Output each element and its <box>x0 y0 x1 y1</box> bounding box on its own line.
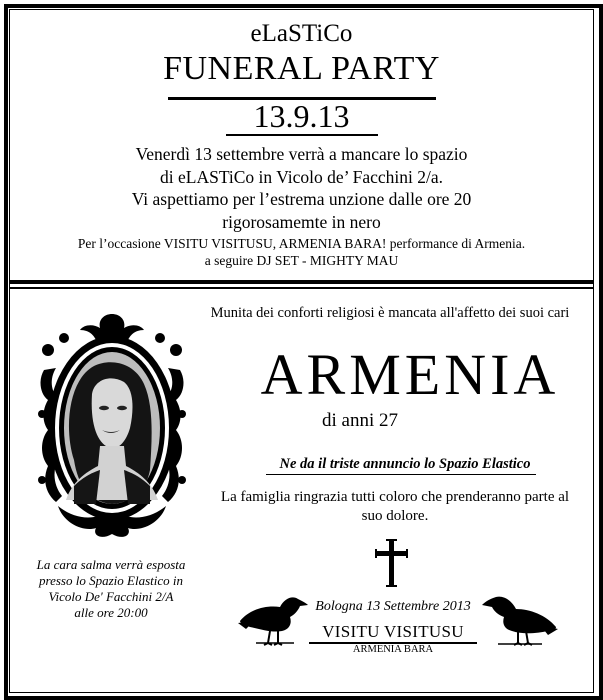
viewing-note <box>30 557 192 621</box>
thanks-text <box>200 488 590 526</box>
event-date: 13.9.13 <box>253 98 350 134</box>
performance-text <box>0 235 603 269</box>
deceased-age: di anni 27 <box>322 410 398 431</box>
event-title: FUNERAL PARTY <box>163 50 440 87</box>
viewing-note-line: Vicolo De' Facchini 2/A <box>48 589 174 604</box>
place-date: Bologna 13 Settembre 2013 <box>315 599 471 614</box>
performance-line: a seguire DJ SET - MIGHTY MAU <box>204 253 399 268</box>
intro-line: Venerdì 13 settembre verrà a mancare lo spazio <box>135 144 468 164</box>
viewing-note-line: presso lo Spazio Elastico in <box>39 573 183 588</box>
signature-subtitle: ARMENIA BARA <box>352 644 434 655</box>
obituary-intro: Munita dei conforti religiosi è mancata all'affetto dei suoi cari <box>210 305 570 321</box>
deceased-name: ARMENIA <box>260 342 560 407</box>
announcement-line: Ne da il triste annuncio lo Spazio Elastico <box>279 456 531 472</box>
thanks-line: La famiglia ringrazia tutti coloro che prenderanno parte al <box>220 489 570 505</box>
intro-text <box>0 143 603 233</box>
brand-name: eLaSTiCo <box>250 20 353 47</box>
viewing-note-line: alle ore 20:00 <box>74 605 148 620</box>
latin-cross-icon <box>372 538 412 588</box>
signature-title: VISITU VISITUSU <box>322 622 464 641</box>
performance-line: Per l’occasione VISITU VISITUSU, ARMENIA BARA! performance di Armenia. <box>77 236 526 251</box>
announcement-underline <box>266 474 536 475</box>
intro-line: di eLASTiCo in Vicolo de’ Facchini 2/a. <box>160 166 443 187</box>
intro-line: rigorosamemte in nero <box>222 211 381 232</box>
section-divider-thick <box>9 280 594 284</box>
section-divider-thin <box>9 287 594 289</box>
date-rule <box>226 134 378 136</box>
intro-line: Vi aspettiamo per l’estrema unzione dalle ore 20 <box>131 189 472 209</box>
thanks-line: suo dolore. <box>361 508 429 524</box>
ornate-oval-frame-icon <box>34 310 190 540</box>
crow-icon <box>478 587 558 647</box>
viewing-note-line: La cara salma verrà esposta <box>36 557 186 572</box>
